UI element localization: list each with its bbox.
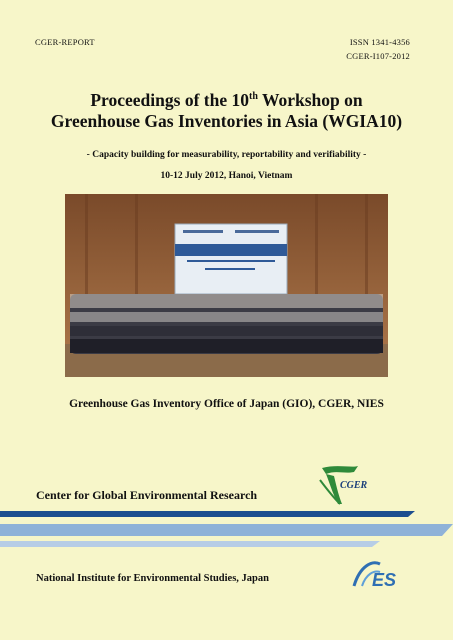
svg-text:ES: ES bbox=[372, 570, 397, 590]
nies-logo bbox=[350, 556, 406, 592]
attendees bbox=[70, 294, 383, 354]
title-superscript: th bbox=[248, 91, 258, 102]
cger-logo bbox=[316, 462, 368, 508]
title-line-2: Greenhouse Gas Inventories in Asia (WGIA10) bbox=[50, 110, 403, 131]
group-photo-illustration bbox=[65, 194, 388, 377]
report-label: CGER-REPORT bbox=[35, 37, 95, 47]
title-line-1 bbox=[0, 86, 453, 111]
document-title bbox=[0, 86, 453, 132]
report-code: CGER-I107-2012 bbox=[346, 51, 410, 61]
institute-name: National Institute for Environmental Studies, Japan bbox=[36, 573, 269, 584]
center-name: Center for Global Environmental Research bbox=[36, 488, 258, 502]
subtitle: - Capacity building for measurability, reportability and verifiability - bbox=[86, 150, 367, 160]
title-line-1-suffix: Workshop on bbox=[257, 89, 363, 110]
group-photo bbox=[65, 194, 388, 377]
cger-logo-text: CGER bbox=[340, 480, 368, 491]
issn-number: ISSN 1341-4356 bbox=[349, 37, 410, 47]
office-name: Greenhouse Gas Inventory Office of Japan (GIO), CGER, NIES bbox=[69, 398, 384, 410]
event-date: 10-12 July 2012, Hanoi, Vietnam bbox=[160, 171, 293, 181]
title-line-1-prefix: Proceedings of the 10 bbox=[90, 89, 249, 110]
